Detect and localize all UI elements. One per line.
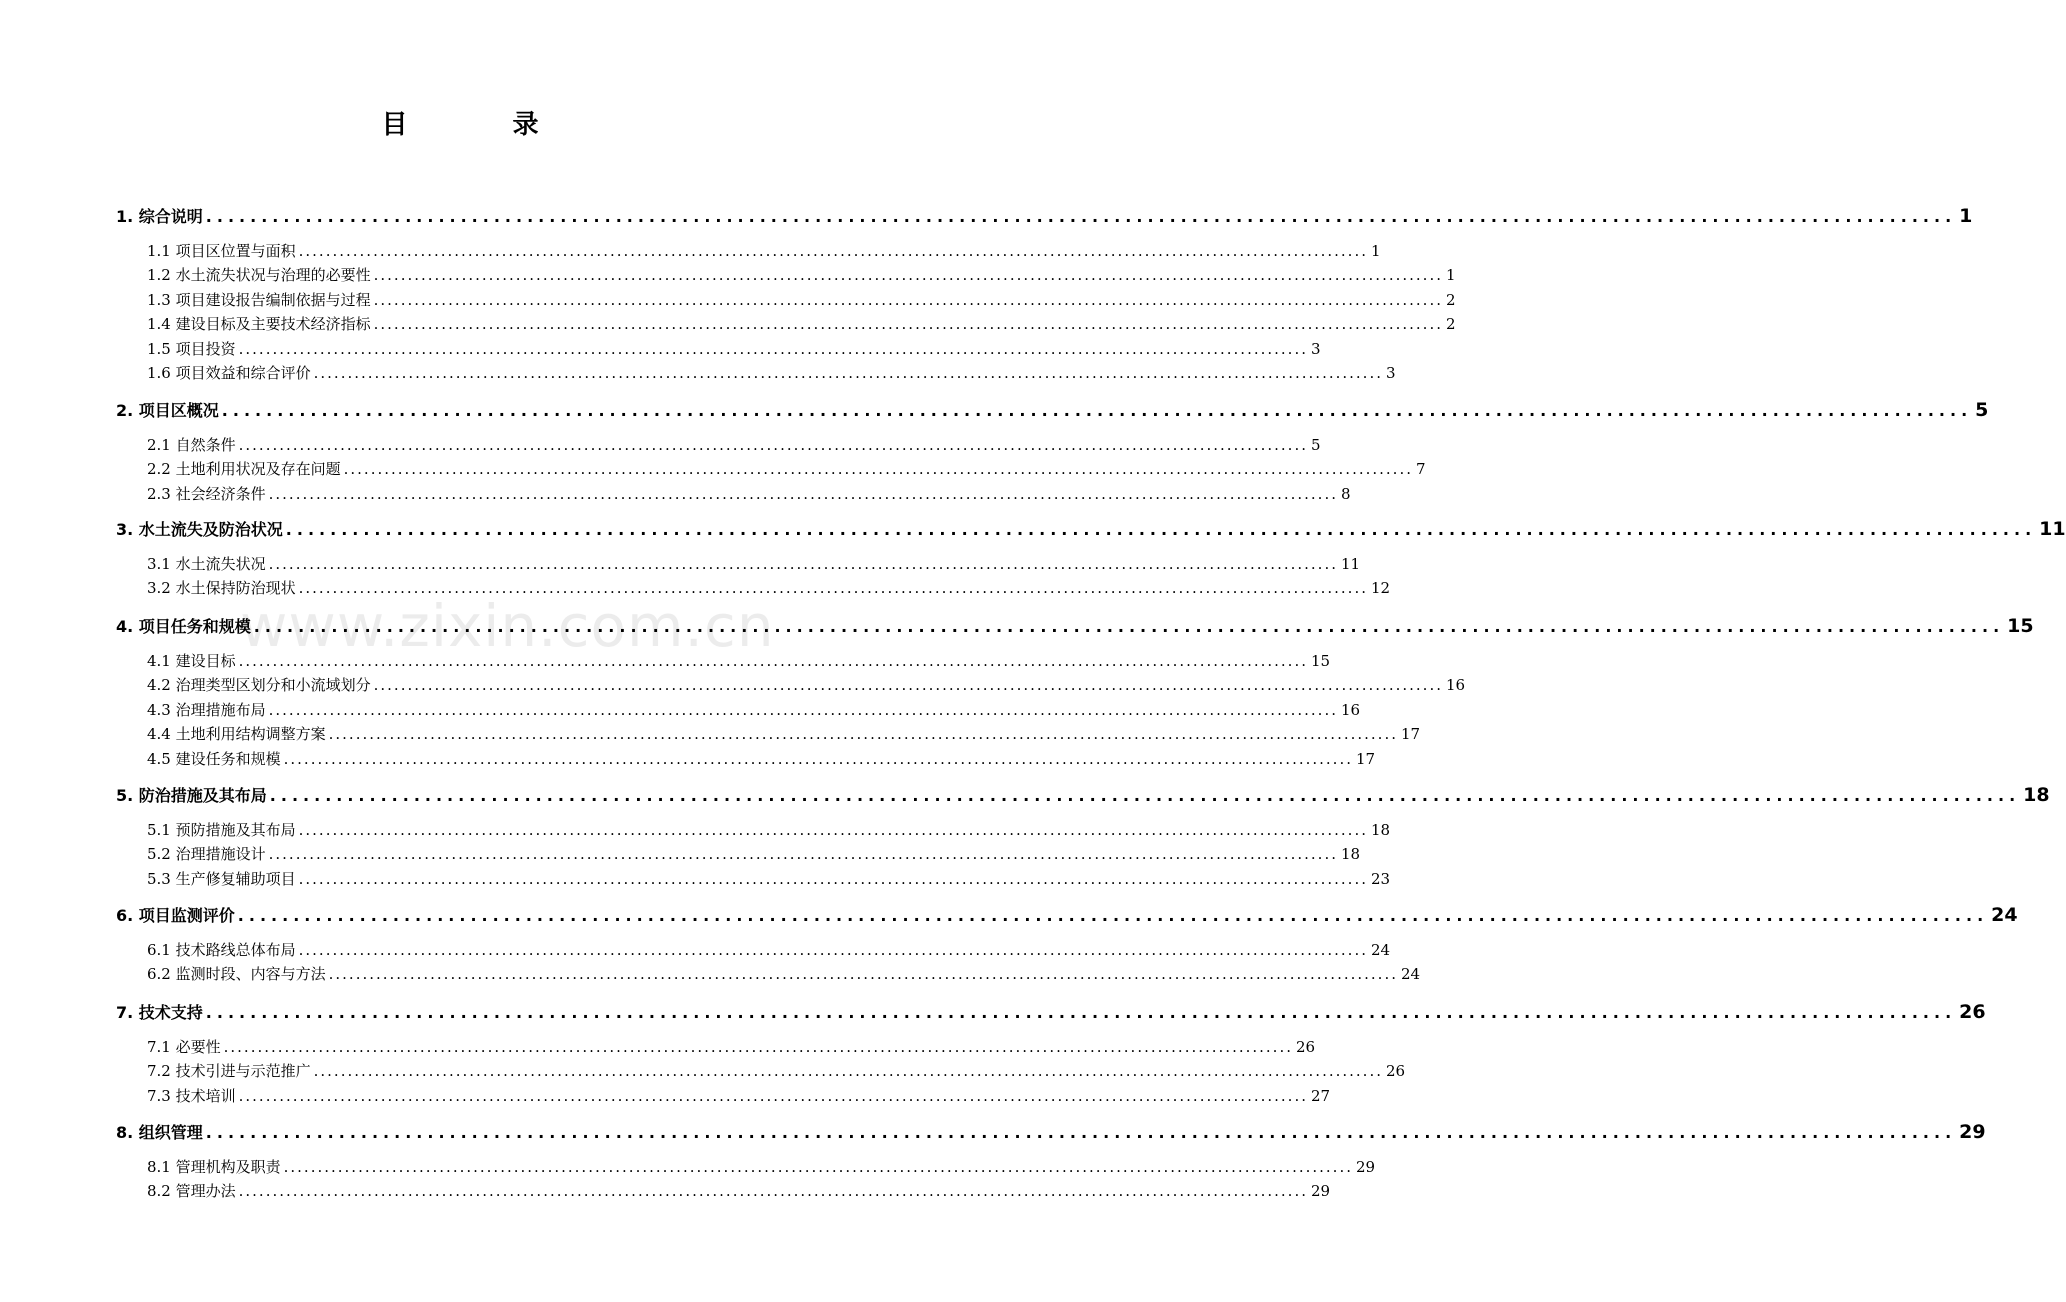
toc-section-entry-page-number: 3: [1385, 364, 1396, 382]
toc-section-entry-label: 1.2 水土流失状况与治理的必要性: [147, 266, 371, 284]
dot-leader: ..............................................................................................................................................................: [223, 1038, 1293, 1056]
toc-section-entry-label: 2.2 土地利用状况及存在问题: [147, 460, 341, 478]
toc-section-entry-page-number: 16: [1445, 676, 1466, 694]
toc-section-entry-label: 3.1 水土流失状况: [147, 555, 266, 573]
toc-section-entry-label: 2.1 自然条件: [147, 436, 236, 454]
toc-section-entry-page-number: 11: [1340, 555, 1361, 573]
toc-section-entry-page-number: 1: [1370, 242, 1381, 260]
toc-section-entry[interactable]: [147, 1036, 1316, 1058]
toc-section-entry-page-number: 26: [1385, 1062, 1406, 1080]
toc-section-entry-label: 7.3 技术培训: [147, 1087, 236, 1105]
toc-chapter-entry-label: 2. 项目区概况: [116, 401, 219, 420]
toc-section-entry-page-number: 5: [1310, 436, 1321, 454]
dot-leader: ..............................................................................................................................................................: [237, 906, 1989, 925]
dot-leader: ..............................................................................................................................................................: [298, 941, 1368, 959]
dot-leader: ..............................................................................................................................................................: [253, 617, 2005, 636]
toc-section-entry[interactable]: [147, 289, 1456, 311]
toc-chapter-entry-label: 8. 组织管理: [116, 1123, 203, 1142]
toc-section-entry[interactable]: [147, 819, 1391, 841]
toc-section-entry-label: 4.3 治理措施布局: [147, 701, 266, 719]
dot-leader: ..............................................................................................................................................................: [328, 965, 1398, 983]
dot-leader: ..............................................................................................................................................................: [343, 460, 1413, 478]
toc-chapter-entry-label: 3. 水土流失及防治状况: [116, 520, 283, 539]
toc-section-entry-page-number: 29: [1355, 1158, 1376, 1176]
toc-chapter-entry[interactable]: [116, 783, 2050, 809]
toc-chapter-entry-label: 1. 综合说明: [116, 207, 203, 226]
toc-section-entry-page-number: 24: [1370, 941, 1391, 959]
dot-leader: ..............................................................................................................................................................: [238, 1182, 1308, 1200]
toc-section-entry-label: 1.6 项目效益和综合评价: [147, 364, 311, 382]
dot-leader: ..............................................................................................................................................................: [238, 652, 1308, 670]
toc-section-entry[interactable]: [147, 699, 1361, 721]
toc-section-entry[interactable]: [147, 1180, 1331, 1202]
toc-section-entry-label: 6.2 监测时段、内容与方法: [147, 965, 326, 983]
toc-section-entry-page-number: 18: [1370, 821, 1391, 839]
toc-chapter-entry-page-number: 24: [1991, 904, 2018, 926]
toc-chapter-entry-page-number: 29: [1959, 1121, 1986, 1143]
dot-leader: ..............................................................................................................................................................: [205, 207, 1957, 226]
toc-section-entry-page-number: 7: [1415, 460, 1426, 478]
page-title: 目 录: [381, 110, 587, 140]
toc-section-entry-page-number: 15: [1310, 652, 1331, 670]
toc-section-entry-page-number: 27: [1310, 1087, 1331, 1105]
toc-chapter-entry-label: 7. 技术支持: [116, 1003, 203, 1022]
toc-section-entry-page-number: 16: [1340, 701, 1361, 719]
toc-chapter-entry[interactable]: [116, 398, 1989, 424]
toc-section-entry-page-number: 26: [1295, 1038, 1316, 1056]
dot-leader: ..............................................................................................................................................................: [205, 1003, 1957, 1022]
dot-leader: ..............................................................................................................................................................: [298, 579, 1368, 597]
toc-section-entry[interactable]: [147, 674, 1466, 696]
toc-section-entry-label: 1.3 项目建设报告编制依据与过程: [147, 291, 371, 309]
dot-leader: ..............................................................................................................................................................: [373, 266, 1443, 284]
dot-leader: ..............................................................................................................................................................: [205, 1123, 1957, 1142]
toc-chapter-entry-label: 4. 项目任务和规模: [116, 617, 251, 636]
toc-section-entry[interactable]: [147, 240, 1381, 262]
toc-section-entry-label: 4.5 建设任务和规模: [147, 750, 281, 768]
toc-section-entry[interactable]: [147, 577, 1391, 599]
toc-chapter-entry-page-number: 11: [2039, 518, 2066, 540]
toc-section-entry-label: 1.5 项目投资: [147, 340, 236, 358]
dot-leader: ..............................................................................................................................................................: [268, 701, 1338, 719]
dot-leader: ..............................................................................................................................................................: [283, 1158, 1353, 1176]
toc-chapter-entry-page-number: 1: [1959, 205, 1973, 227]
toc-chapter-entry-page-number: 26: [1959, 1001, 1986, 1023]
toc-section-entry-label: 4.1 建设目标: [147, 652, 236, 670]
dot-leader: ..............................................................................................................................................................: [328, 725, 1398, 743]
toc-chapter-entry[interactable]: [116, 903, 2018, 929]
toc-section-entry[interactable]: [147, 458, 1426, 480]
toc-section-entry-label: 7.1 必要性: [147, 1038, 221, 1056]
toc-section-entry-page-number: 18: [1340, 845, 1361, 863]
toc-section-entry-page-number: 23: [1370, 870, 1391, 888]
dot-leader: ..............................................................................................................................................................: [313, 1062, 1383, 1080]
dot-leader: ..............................................................................................................................................................: [268, 555, 1338, 573]
toc-section-entry-label: 4.2 治理类型区划分和小流域划分: [147, 676, 371, 694]
toc-section-entry-label: 8.2 管理办法: [147, 1182, 236, 1200]
toc-section-entry[interactable]: [147, 1085, 1331, 1107]
toc-section-entry-page-number: 24: [1400, 965, 1421, 983]
dot-leader: ..............................................................................................................................................................: [298, 870, 1368, 888]
toc-section-entry[interactable]: [147, 362, 1396, 384]
toc-section-entry-label: 2.3 社会经济条件: [147, 485, 266, 503]
dot-leader: ..............................................................................................................................................................: [221, 401, 1973, 420]
toc-section-entry-page-number: 3: [1310, 340, 1321, 358]
toc-chapter-entry[interactable]: [116, 1000, 1986, 1026]
toc-chapter-entry-page-number: 18: [2023, 784, 2050, 806]
dot-leader: ..............................................................................................................................................................: [238, 340, 1308, 358]
toc-section-entry[interactable]: [147, 434, 1321, 456]
toc-section-entry-label: 3.2 水土保持防治现状: [147, 579, 296, 597]
toc-section-entry-page-number: 12: [1370, 579, 1391, 597]
toc-section-entry[interactable]: [147, 553, 1361, 575]
toc-section-entry-page-number: 2: [1445, 315, 1456, 333]
toc-section-entry[interactable]: [147, 313, 1456, 335]
dot-leader: ..............................................................................................................................................................: [373, 676, 1443, 694]
toc-chapter-entry-page-number: 15: [2007, 615, 2034, 637]
watermark: www.zixin.com.cn: [240, 592, 775, 660]
toc-section-entry-label: 7.2 技术引进与示范推广: [147, 1062, 311, 1080]
toc-section-entry[interactable]: [147, 1060, 1406, 1082]
toc-section-entry-label: 5.3 生产修复辅助项目: [147, 870, 296, 888]
toc-section-entry[interactable]: [147, 650, 1331, 672]
toc-section-entry-page-number: 29: [1310, 1182, 1331, 1200]
toc-chapter-entry[interactable]: [116, 614, 2034, 640]
toc-section-entry[interactable]: [147, 338, 1321, 360]
toc-chapter-entry[interactable]: [116, 517, 2066, 543]
toc-section-entry-label: 5.1 预防措施及其布局: [147, 821, 296, 839]
toc-section-entry[interactable]: [147, 939, 1391, 961]
toc-section-entry[interactable]: [147, 483, 1351, 505]
dot-leader: ..............................................................................................................................................................: [373, 291, 1443, 309]
dot-leader: ..............................................................................................................................................................: [269, 786, 2021, 805]
toc-chapter-entry[interactable]: [116, 204, 1973, 230]
toc-section-entry[interactable]: [147, 748, 1376, 770]
toc-section-entry[interactable]: [147, 723, 1421, 745]
toc-section-entry-label: 1.4 建设目标及主要技术经济指标: [147, 315, 371, 333]
toc-section-entry-page-number: 17: [1400, 725, 1421, 743]
toc-section-entry[interactable]: [147, 264, 1456, 286]
toc-section-entry[interactable]: [147, 1156, 1376, 1178]
dot-leader: ..............................................................................................................................................................: [268, 485, 1338, 503]
toc-section-entry[interactable]: [147, 843, 1361, 865]
toc-section-entry-label: 6.1 技术路线总体布局: [147, 941, 296, 959]
toc-section-entry-page-number: 8: [1340, 485, 1351, 503]
dot-leader: ..............................................................................................................................................................: [313, 364, 1383, 382]
toc-section-entry-page-number: 2: [1445, 291, 1456, 309]
dot-leader: ..............................................................................................................................................................: [285, 520, 2037, 539]
toc-section-entry-label: 8.1 管理机构及职责: [147, 1158, 281, 1176]
toc-section-entry[interactable]: [147, 963, 1421, 985]
dot-leader: ..............................................................................................................................................................: [283, 750, 1353, 768]
toc-section-entry-label: 5.2 治理措施设计: [147, 845, 266, 863]
dot-leader: ..............................................................................................................................................................: [373, 315, 1443, 333]
toc-chapter-entry-page-number: 5: [1975, 399, 1989, 421]
dot-leader: ..............................................................................................................................................................: [298, 821, 1368, 839]
dot-leader: ..............................................................................................................................................................: [268, 845, 1338, 863]
toc-section-entry[interactable]: [147, 868, 1391, 890]
toc-chapter-entry-label: 6. 项目监测评价: [116, 906, 235, 925]
toc-section-entry-page-number: 1: [1445, 266, 1456, 284]
dot-leader: ..............................................................................................................................................................: [238, 436, 1308, 454]
toc-chapter-entry-label: 5. 防治措施及其布局: [116, 786, 267, 805]
toc-section-entry-label: 4.4 土地利用结构调整方案: [147, 725, 326, 743]
dot-leader: ..............................................................................................................................................................: [298, 242, 1368, 260]
toc-section-entry-page-number: 17: [1355, 750, 1376, 768]
dot-leader: ..............................................................................................................................................................: [238, 1087, 1308, 1105]
toc-section-entry-label: 1.1 项目区位置与面积: [147, 242, 296, 260]
toc-chapter-entry[interactable]: [116, 1120, 1986, 1146]
